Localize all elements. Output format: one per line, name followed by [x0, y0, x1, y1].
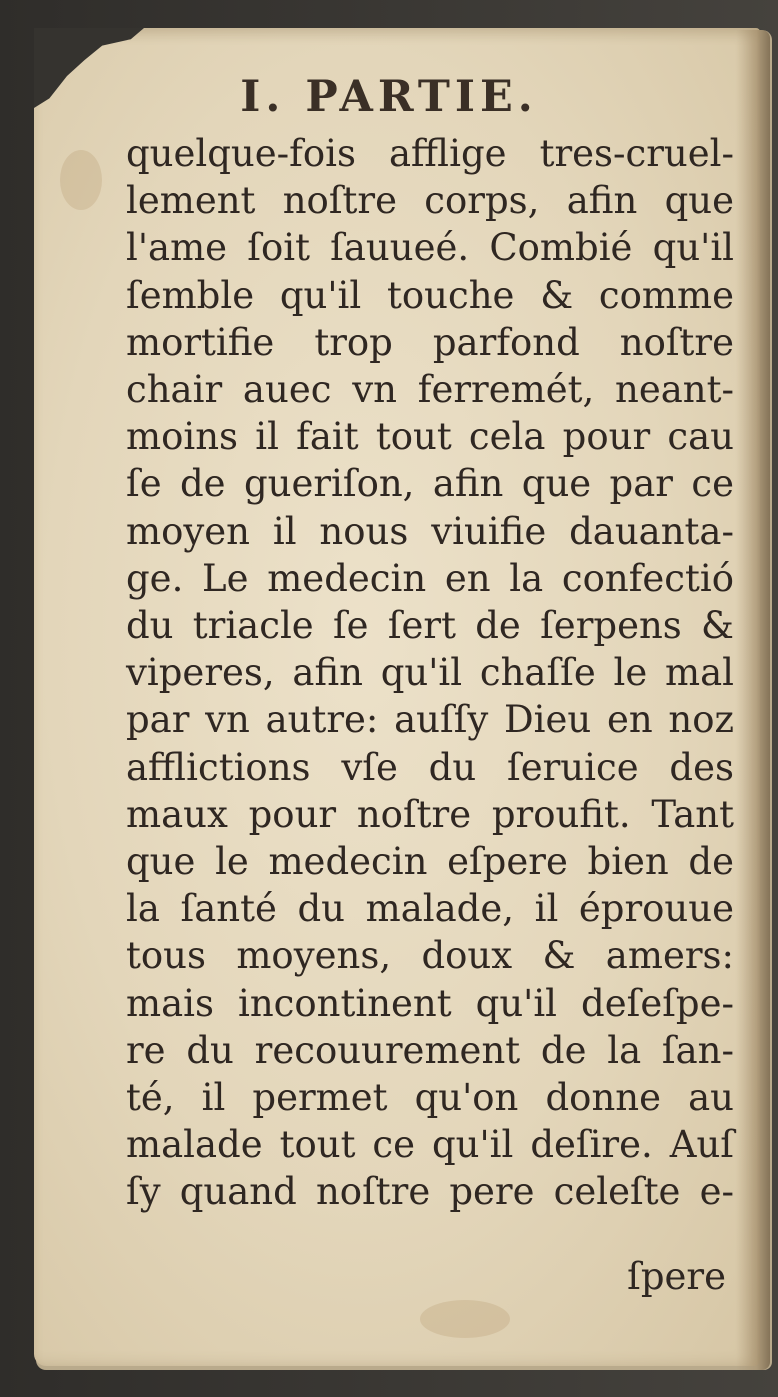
text-line: ſy quand noſtre pere celeſte e- — [126, 1170, 734, 1214]
text-line: afflictions vſe du ſeruice des — [126, 745, 734, 789]
foxing-stain — [420, 1300, 510, 1338]
text-line: chair auec vn ferremét, neant- — [126, 368, 734, 412]
foxing-stain — [60, 150, 102, 210]
text-line: la ſanté du malade, il éprouue — [126, 887, 734, 931]
text-line: mais incontinent qu'il deſeſpe- — [126, 981, 734, 1025]
text-line: maux pour noſtre proufit. Tant — [126, 792, 734, 836]
text-line: quelque-fois afflige tres-cruel- — [126, 132, 734, 175]
text-line: par vn autre: auſſy Dieu en noz — [126, 698, 734, 742]
text-line: re du recouurement de la ſan- — [126, 1028, 734, 1072]
text-line: que le medecin eſpere bien de — [126, 840, 734, 884]
text-line: viperes, afin qu'il chaſſe le mal — [126, 651, 734, 695]
catchword: ſpere — [627, 1255, 726, 1298]
text-line: mortifie trop parfond noſtre — [126, 320, 734, 364]
body-text — [126, 130, 734, 1216]
text-line: du triacle ſe ſert de ſerpens & — [126, 604, 734, 648]
text-line: ge. Le medecin en la confectió — [126, 556, 734, 600]
text-line: té, il permet qu'on donne au — [126, 1076, 734, 1120]
text-line: ſe de gueriſon, afin que par ce — [126, 462, 734, 506]
page-gutter — [736, 30, 770, 1370]
text-line: moins il fait tout cela pour cau — [126, 415, 734, 459]
text-line: ſemble qu'il touche & comme — [126, 273, 734, 317]
text-line: moyen il nous viuifie dauanta- — [126, 509, 734, 553]
text-line: malade tout ce qu'il deſire. Auſ — [126, 1123, 734, 1167]
text-line: l'ame ſoit ſauueé. Combié qu'il — [126, 226, 734, 270]
running-head: I. PARTIE. — [240, 72, 538, 122]
text-line: lement noſtre corps, afin que — [126, 179, 734, 223]
text-line: tous moyens, doux & amers: — [126, 934, 734, 978]
